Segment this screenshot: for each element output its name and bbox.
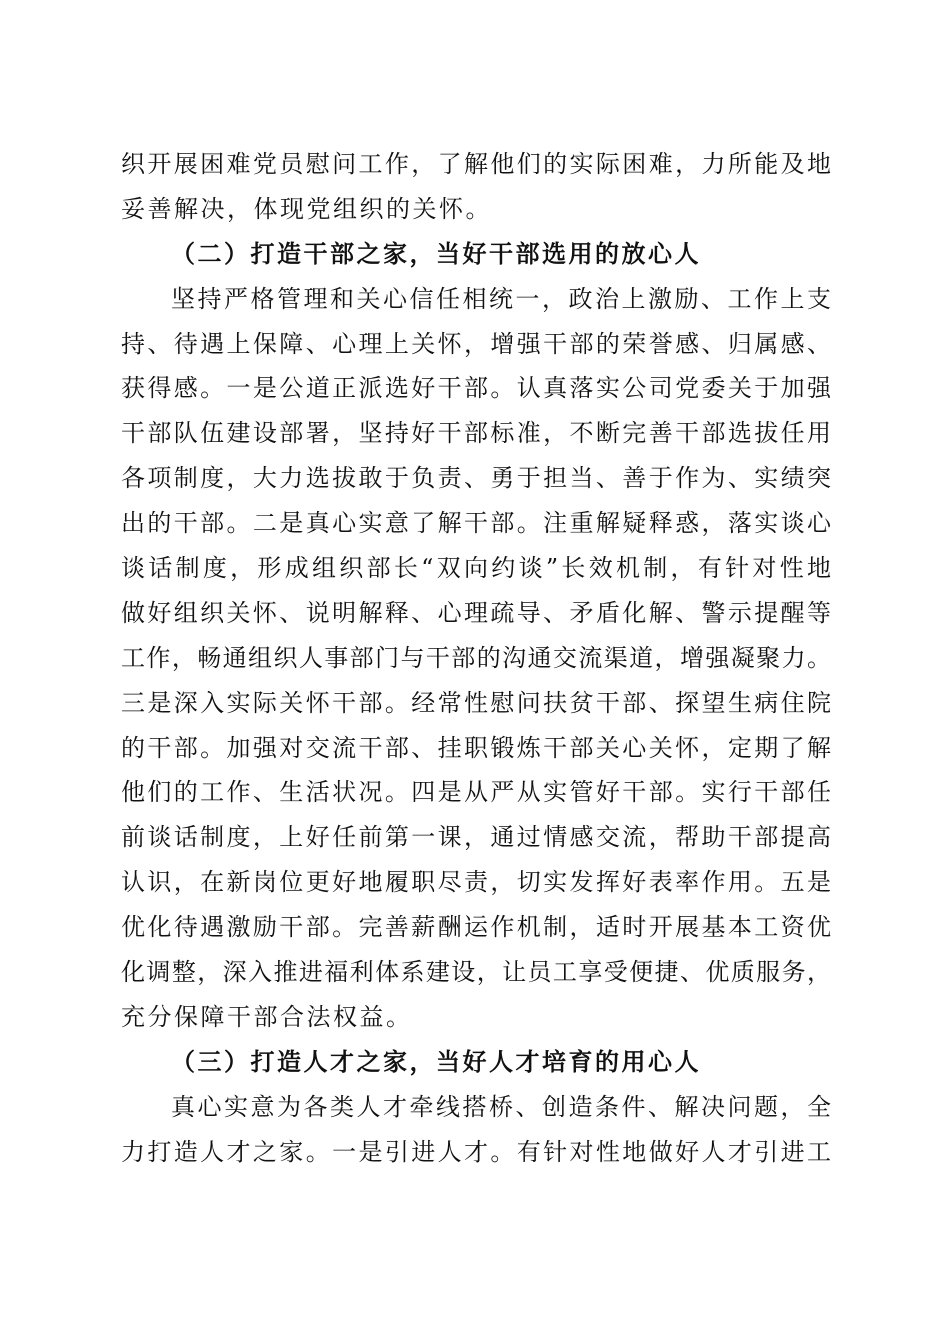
paragraph-line: 真心实意为各类人才牵线搭桥、创造条件、解决问题，全 — [171, 1092, 831, 1121]
paragraph-line: 持、待遇上保障、心理上关怀，增强干部的荣誉感、归属感、 — [121, 329, 831, 358]
paragraph-line: 工作，畅通组织人事部门与干部的沟通交流渠道，增强凝聚力。 — [121, 643, 831, 672]
paragraph-line: 化调整，深入推进福利体系建设，让员工享受便捷、优质服务， — [121, 958, 831, 987]
paragraph-line: 获得感。一是公道正派选好干部。认真落实公司党委关于加强 — [121, 374, 831, 403]
paragraph-line: 充分保障干部合法权益。 — [121, 1002, 413, 1031]
section-heading: （三）打造人才之家，当好人才培育的用心人 — [171, 1046, 701, 1076]
paragraph-line: 优化待遇激励干部。完善薪酬运作机制，适时开展基本工资优 — [121, 913, 831, 942]
paragraph-line: 各项制度，大力选拔敢于负责、勇于担当、善于作为、实绩突 — [121, 464, 831, 493]
paragraph-line: 前谈话制度，上好任前第一课，通过情感交流，帮助干部提高 — [121, 823, 831, 852]
paragraph-line: 谈话制度，形成组织部长“双向约谈”长效机制，有针对性地 — [121, 554, 831, 583]
document-body — [121, 142, 831, 1174]
paragraph-line: 妥善解决，体现党组织的关怀。 — [121, 194, 492, 223]
paragraph-line: 力打造人才之家。一是引进人才。有针对性地做好人才引进工 — [121, 1137, 831, 1166]
paragraph-line: 认识，在新岗位更好地履职尽责，切实发挥好表率作用。五是 — [121, 868, 831, 897]
paragraph-line: 织开展困难党员慰问工作，了解他们的实际困难，力所能及地 — [121, 150, 831, 178]
paragraph-line: 的干部。加强对交流干部、挂职锻炼干部关心关怀，定期了解 — [121, 733, 831, 762]
paragraph-line: 三是深入实际关怀干部。经常性慰问扶贫干部、探望生病住院 — [121, 688, 831, 717]
section-heading: （二）打造干部之家，当好干部选用的放心人 — [171, 238, 701, 268]
paragraph-line: 坚持严格管理和关心信任相统一，政治上激励、工作上支 — [171, 284, 831, 313]
paragraph-line: 做好组织关怀、说明解释、心理疏导、矛盾化解、警示提醒等 — [121, 598, 831, 627]
paragraph-line: 出的干部。二是真心实意了解干部。注重解疑释惑，落实谈心 — [121, 509, 831, 538]
paragraph-line: 他们的工作、生活状况。四是从严从实管好干部。实行干部任 — [121, 778, 831, 807]
paragraph-line: 干部队伍建设部署，坚持好干部标准，不断完善干部选拔任用 — [121, 419, 831, 448]
